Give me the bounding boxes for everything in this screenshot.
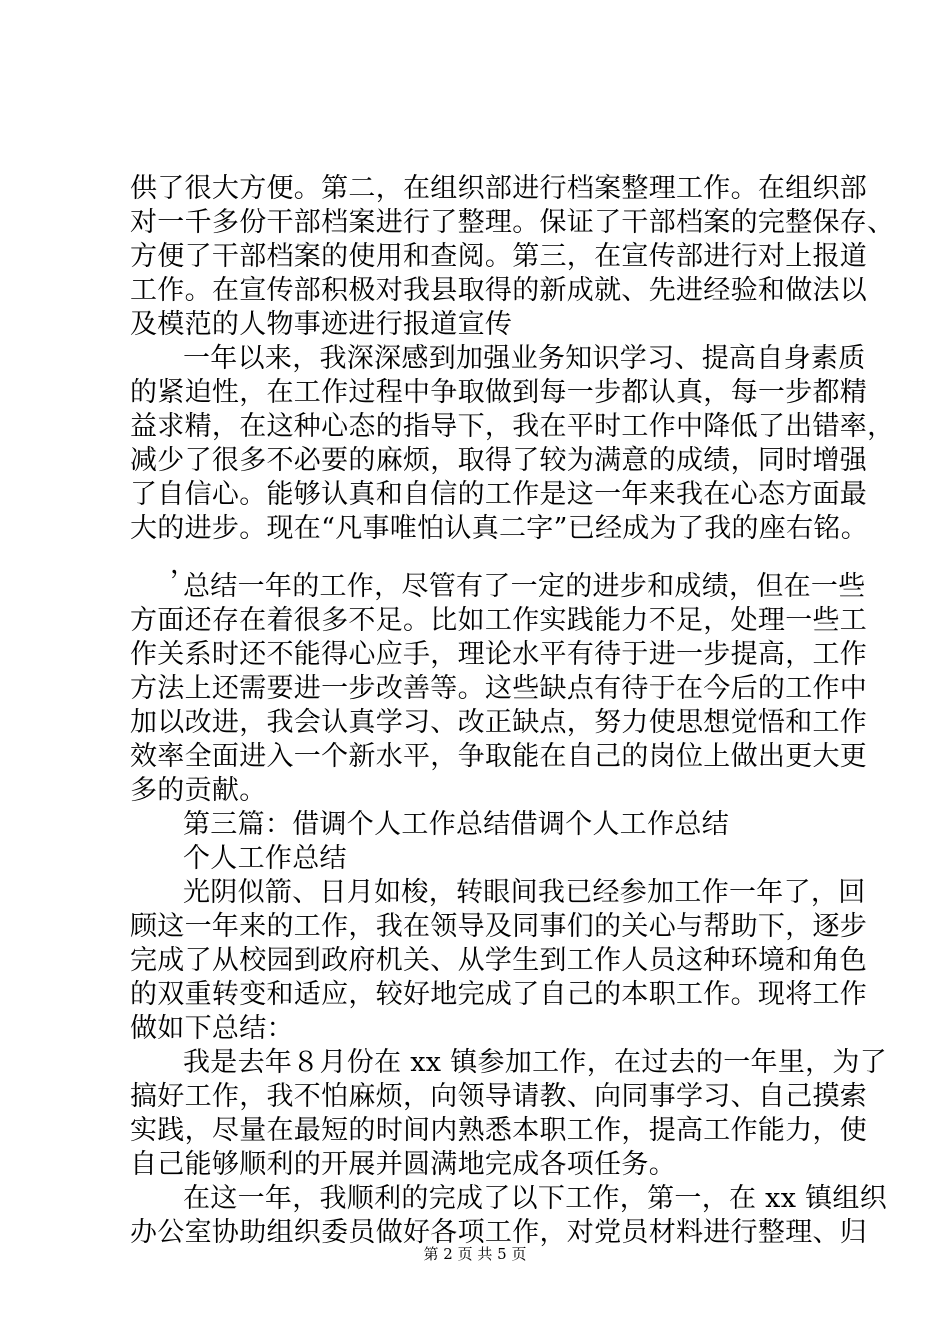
text-line: 方面还存在着很多不足。比如工作实践能力不足，处理一些工 xyxy=(130,605,868,636)
text-line: 大的进步。现在“凡事唯怕认真二字”已经成为了我的座右铭。 xyxy=(130,513,869,544)
text-line: 在这一年，我顺利的完成了以下工作，第一，在 xx 镇组织 xyxy=(183,1183,888,1214)
text-line: 供了很大方便。第二，在组织部进行档案整理工作。在组织部 xyxy=(130,173,868,204)
text-line: 效率全面进入一个新水平，争取能在自己的岗位上做出更大更 xyxy=(130,741,868,772)
text-line: 的紧迫性，在工作过程中争取做到每一步都认真，每一步都精 xyxy=(130,377,868,408)
text-line: 顾这一年来的工作，我在领导及同事们的关心与帮助下，逐步 xyxy=(130,911,868,942)
text-line: 做如下总结： xyxy=(130,1013,294,1044)
text-line: 工作。在宣传部积极对我县取得的新成就、先进经验和做法以 xyxy=(130,275,868,306)
text-line: 及模范的人物事迹进行报道宣传 xyxy=(130,309,513,340)
text-line: 总结一年的工作，尽管有了一定的进步和成绩，但在一些 xyxy=(183,571,866,602)
text-line: 作关系时还不能得心应手，理论水平有待于进一步提高，工作 xyxy=(130,639,868,670)
text-line: 搞好工作，我不怕麻烦，向领导请教、向同事学习、自己摸索 xyxy=(130,1081,868,1112)
text-line: 减少了很多不必要的麻烦，取得了较为满意的成绩，同时增强 xyxy=(130,445,868,476)
text-line: 一年以来，我深深感到加强业务知识学习、提高自身素质 xyxy=(183,343,866,374)
text-line: 了自信心。能够认真和自信的工作是这一年来我在心态方面最 xyxy=(130,479,868,510)
text-line: 益求精，在这种心态的指导下，我在平时工作中降低了出错率， xyxy=(130,411,895,442)
text-line: 加以改进，我会认真学习、改正缺点，努力使思想觉悟和工作 xyxy=(130,707,868,738)
page-number-footer: 第 2 页 共 5 页 xyxy=(423,1245,527,1263)
text-line: 多的贡献。 xyxy=(130,775,267,806)
text-line: 的双重转变和适应，较好地完成了自己的本职工作。现将工作 xyxy=(130,979,868,1010)
text-line: 实践，尽量在最短的时间内熟悉本职工作，提高工作能力，使 xyxy=(130,1115,868,1146)
text-line: 我是去年８月份在 xx 镇参加工作，在过去的一年里，为了 xyxy=(183,1047,888,1078)
text-line: 自己能够顺利的开展并圆满地完成各项任务。 xyxy=(130,1149,676,1180)
text-line: 方便了干部档案的使用和查阅。第三，在宣传部进行对上报道 xyxy=(130,241,868,272)
text-line: 光阴似箭、日月如梭，转眼间我已经参加工作一年了，回 xyxy=(183,877,866,908)
text-line: 完成了从校园到政府机关、从学生到工作人员这种环境和角色 xyxy=(130,945,868,976)
section-subheading: 个人工作总结 xyxy=(183,843,347,874)
text-line: 对一千多份干部档案进行了整理。保证了干部档案的完整保存、 xyxy=(130,207,895,238)
section-heading: 第三篇：借调个人工作总结借调个人工作总结 xyxy=(183,809,729,840)
text-line: 办公室协助组织委员做好各项工作，对党员材料进行整理、归 xyxy=(130,1217,868,1248)
text-line: 方法上还需要进一步改善等。这些缺点有待于在今后的工作中 xyxy=(130,673,868,704)
text-line: ， xyxy=(170,549,198,580)
